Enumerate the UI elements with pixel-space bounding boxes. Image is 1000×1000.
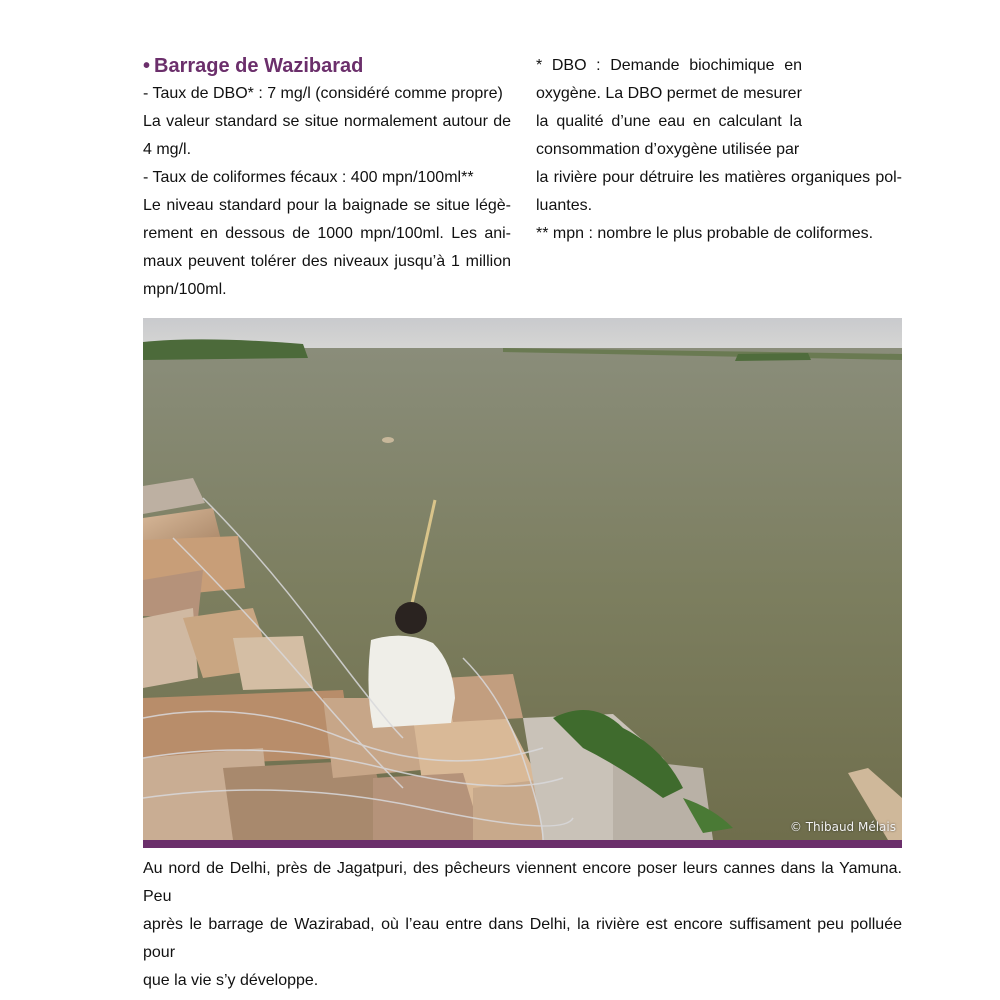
caption-line: que la vie s’y développe. <box>143 972 319 989</box>
photo-caption <box>143 855 902 995</box>
left-column <box>143 52 511 304</box>
body-line: La valeur standard se situe normalement autour de <box>143 113 511 130</box>
body-line: Le niveau standard pour la baignade se situe légè- <box>143 197 511 214</box>
river-photo <box>143 318 902 840</box>
body-line: rement en dessous de 1000 mpn/100ml. Les ani- <box>143 225 511 242</box>
section-heading <box>143 52 511 80</box>
floating-object <box>382 437 394 443</box>
footnote-line: luantes. <box>536 197 593 214</box>
coliform-rate-line: - Taux de coliformes fécaux : 400 mpn/100ml** <box>143 169 474 186</box>
footnote-line: la qualité d’une eau en calculant la <box>536 113 802 130</box>
body-line: maux peuvent tolérer des niveaux jusqu’à 1 million <box>143 253 511 270</box>
right-column-footnotes <box>536 52 902 248</box>
fisherman-head <box>395 602 427 634</box>
body-line: mpn/100ml. <box>143 281 227 298</box>
heading-text: Barrage de Wazibarad <box>154 55 364 77</box>
body-line: 4 mg/l. <box>143 141 192 158</box>
photo-credit: © Thibaud Mélais <box>789 820 896 834</box>
far-island <box>735 353 811 361</box>
heading-bullet: • <box>143 55 151 77</box>
footnote-line: la rivière pour détruire les matières organiques pol- <box>536 169 902 186</box>
caption-line: Au nord de Delhi, près de Jagatpuri, des pêcheurs viennent encore poser leurs cannes dans la Yamuna. Peu <box>143 860 902 905</box>
footnote-line: ** mpn : nombre le plus probable de coliformes. <box>536 225 874 242</box>
caption-line: après le barrage de Wazirabad, où l’eau entre dans Delhi, la rivière est encore suffisament peu polluée pour <box>143 916 902 961</box>
footnote-line: * DBO : Demande biochimique en <box>536 57 802 74</box>
caption-rule <box>143 840 902 848</box>
footnote-line: oxygène. La DBO permet de mesurer <box>536 85 802 102</box>
dbo-rate-line: - Taux de DBO* : 7 mg/l (considéré comme propre) <box>143 85 503 102</box>
footnote-line: consommation d’oxygène utilisée par <box>536 141 800 158</box>
river-photo-illustration <box>143 318 902 840</box>
